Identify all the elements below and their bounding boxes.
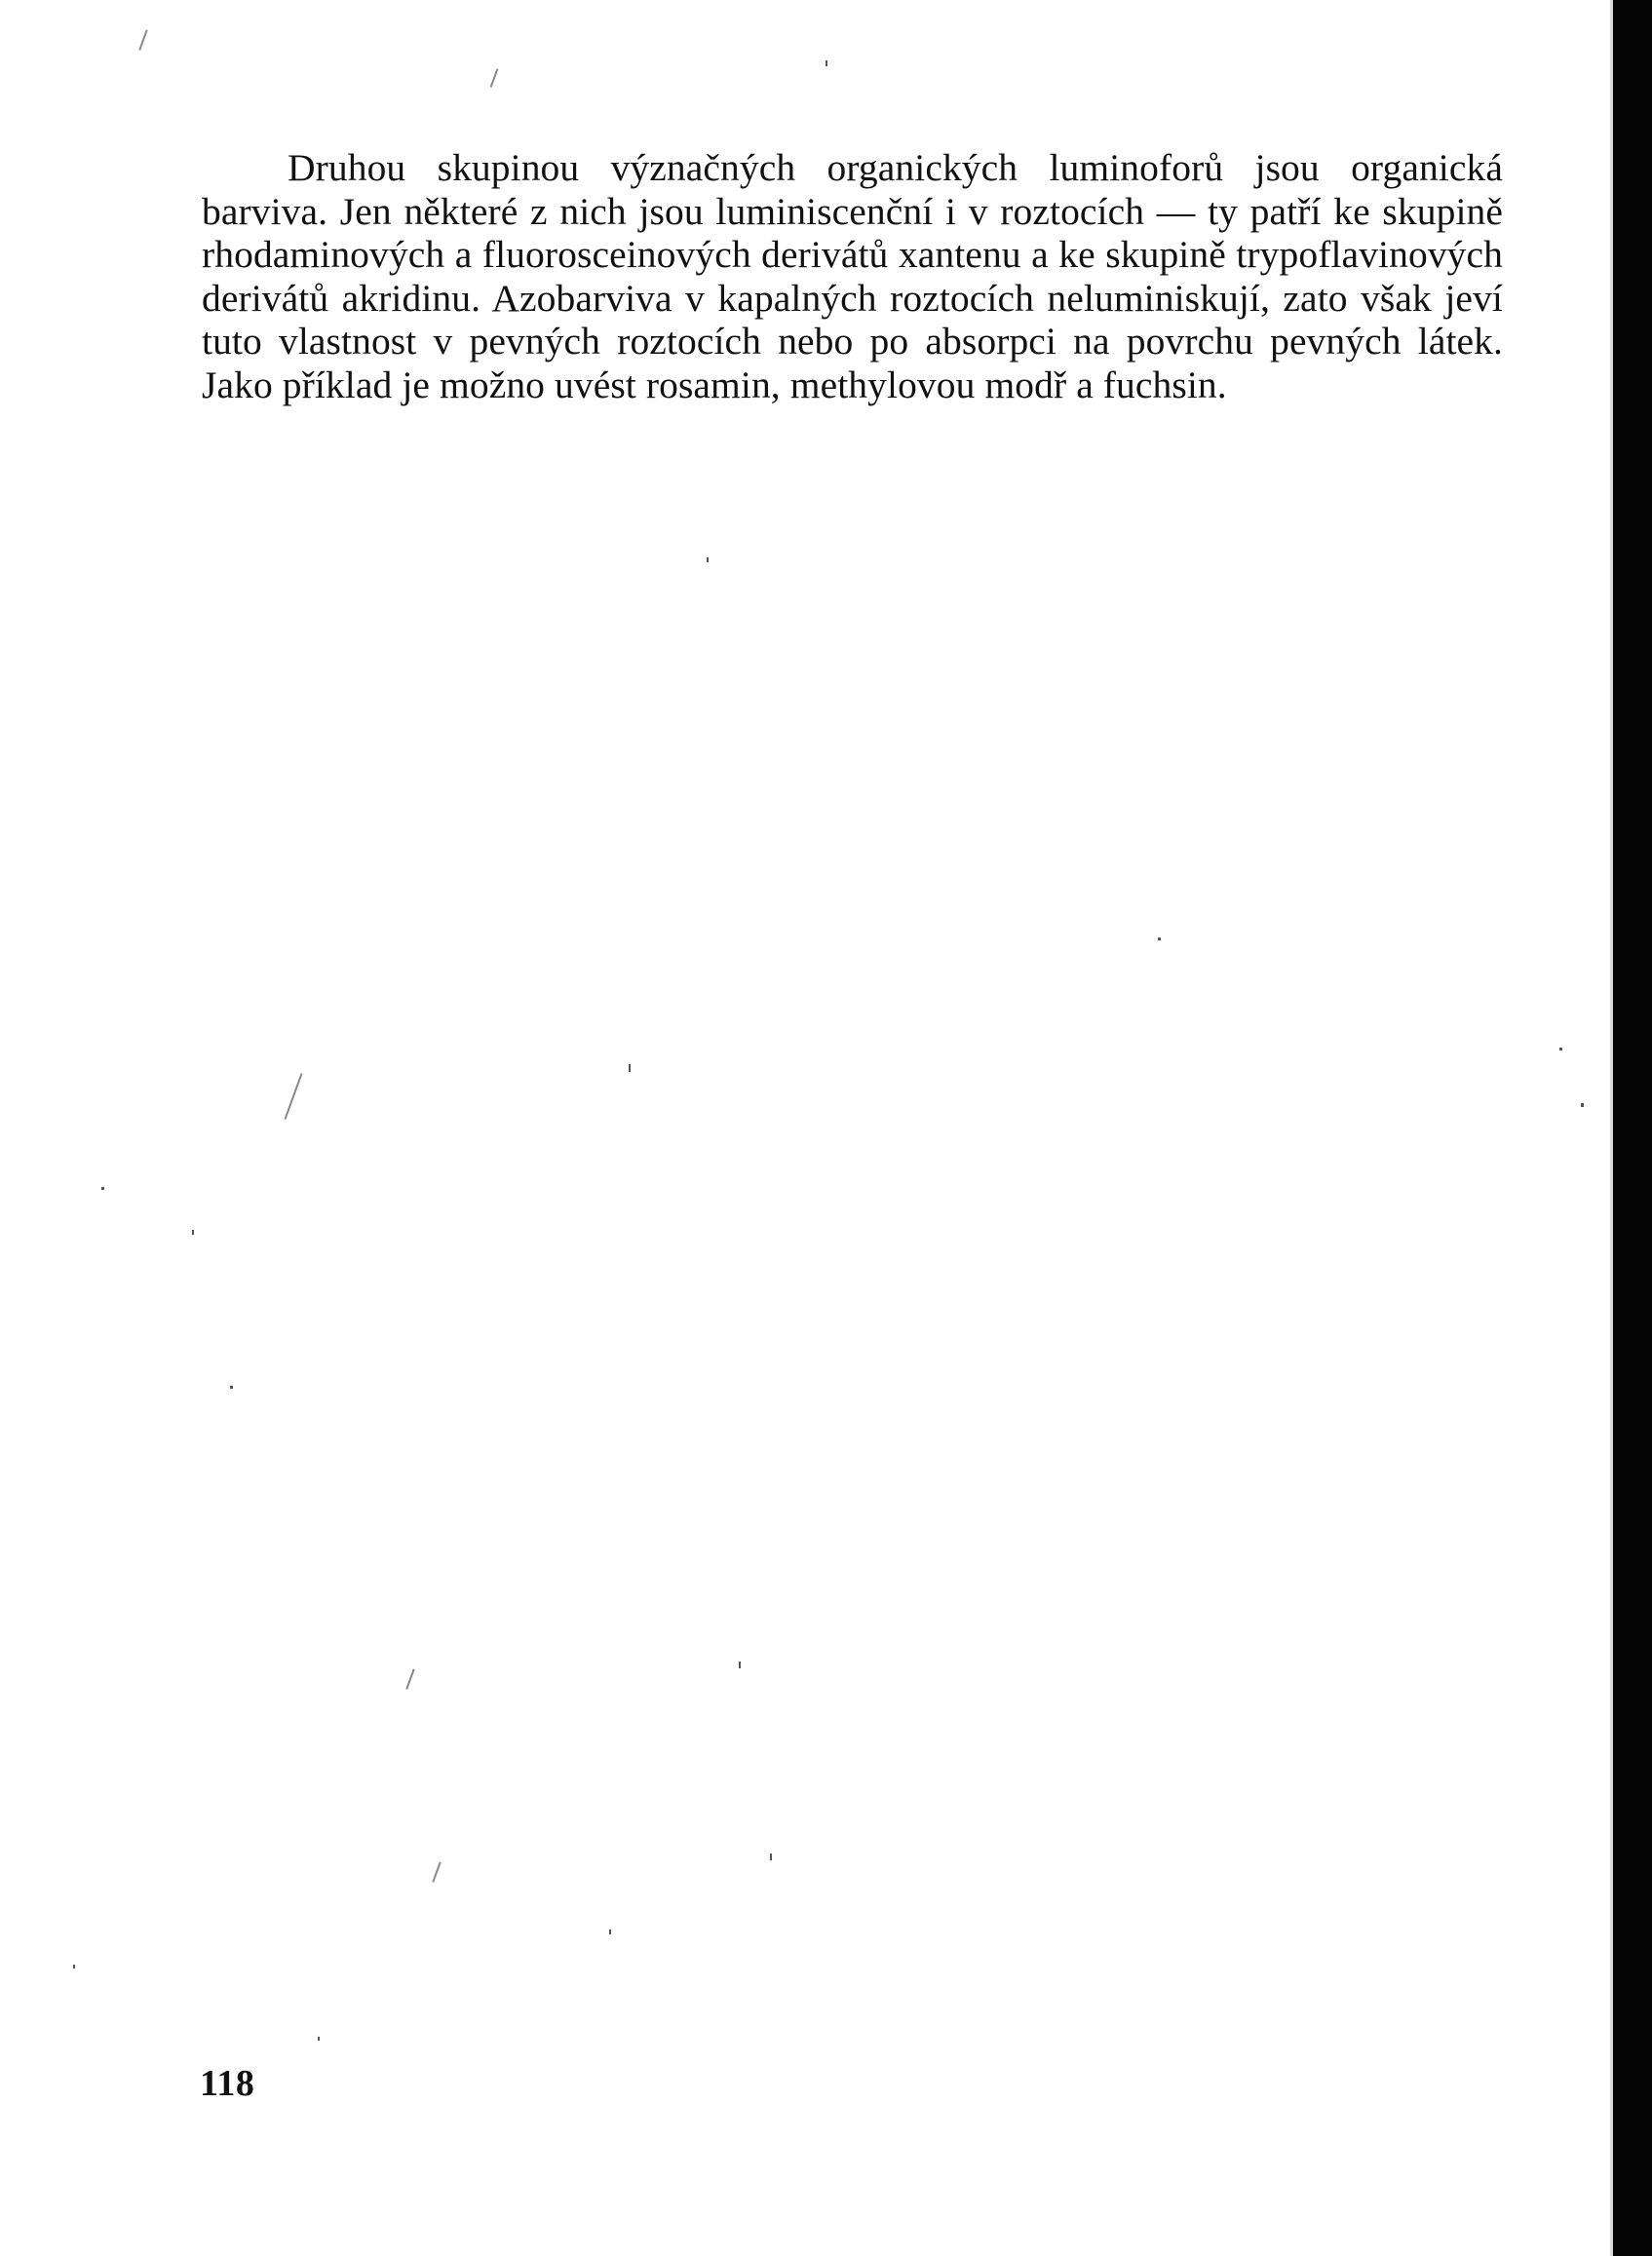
scan-speck <box>230 1386 233 1389</box>
scan-speck <box>629 1064 631 1072</box>
scan-speck <box>1158 937 1161 940</box>
scan-speck <box>192 1230 194 1235</box>
scan-binding-edge <box>1613 0 1652 2256</box>
scan-speck <box>1581 1103 1584 1107</box>
scan-speck <box>707 557 709 562</box>
scan-speck <box>739 1662 741 1668</box>
scan-streak <box>405 1668 414 1689</box>
scan-speck <box>1559 1048 1562 1051</box>
scan-speck <box>770 1854 772 1860</box>
scan-streak <box>284 1073 302 1119</box>
scan-speck <box>609 1930 611 1934</box>
scan-speck <box>318 2037 320 2041</box>
scan-streak <box>432 1861 441 1882</box>
page-number: 118 <box>200 2063 255 2104</box>
scan-speck <box>101 1187 104 1190</box>
body-paragraph: Druhou skupinou význačných organických luminoforů jsou organická barviva. Jen některé z nich jsou luminiscenční i v roztocích — ty patří ke skupině rhodaminových a fluorosceinových derivátů xantenu a ke skupině trypoflavinových derivátů akridinu. Azobarviva v kapalných roztocích neluminiskují, zato však jeví tuto vlastnost v pevných roztocích nebo po absorpci na povrchu pevných látek. Jako příklad je možno uvést rosamin, methylovou modř a fuchsin. <box>202 146 1503 406</box>
scan-streak <box>490 68 498 87</box>
scan-speck <box>73 1965 75 1969</box>
scan-speck <box>826 60 827 66</box>
scan-streak <box>138 29 147 50</box>
